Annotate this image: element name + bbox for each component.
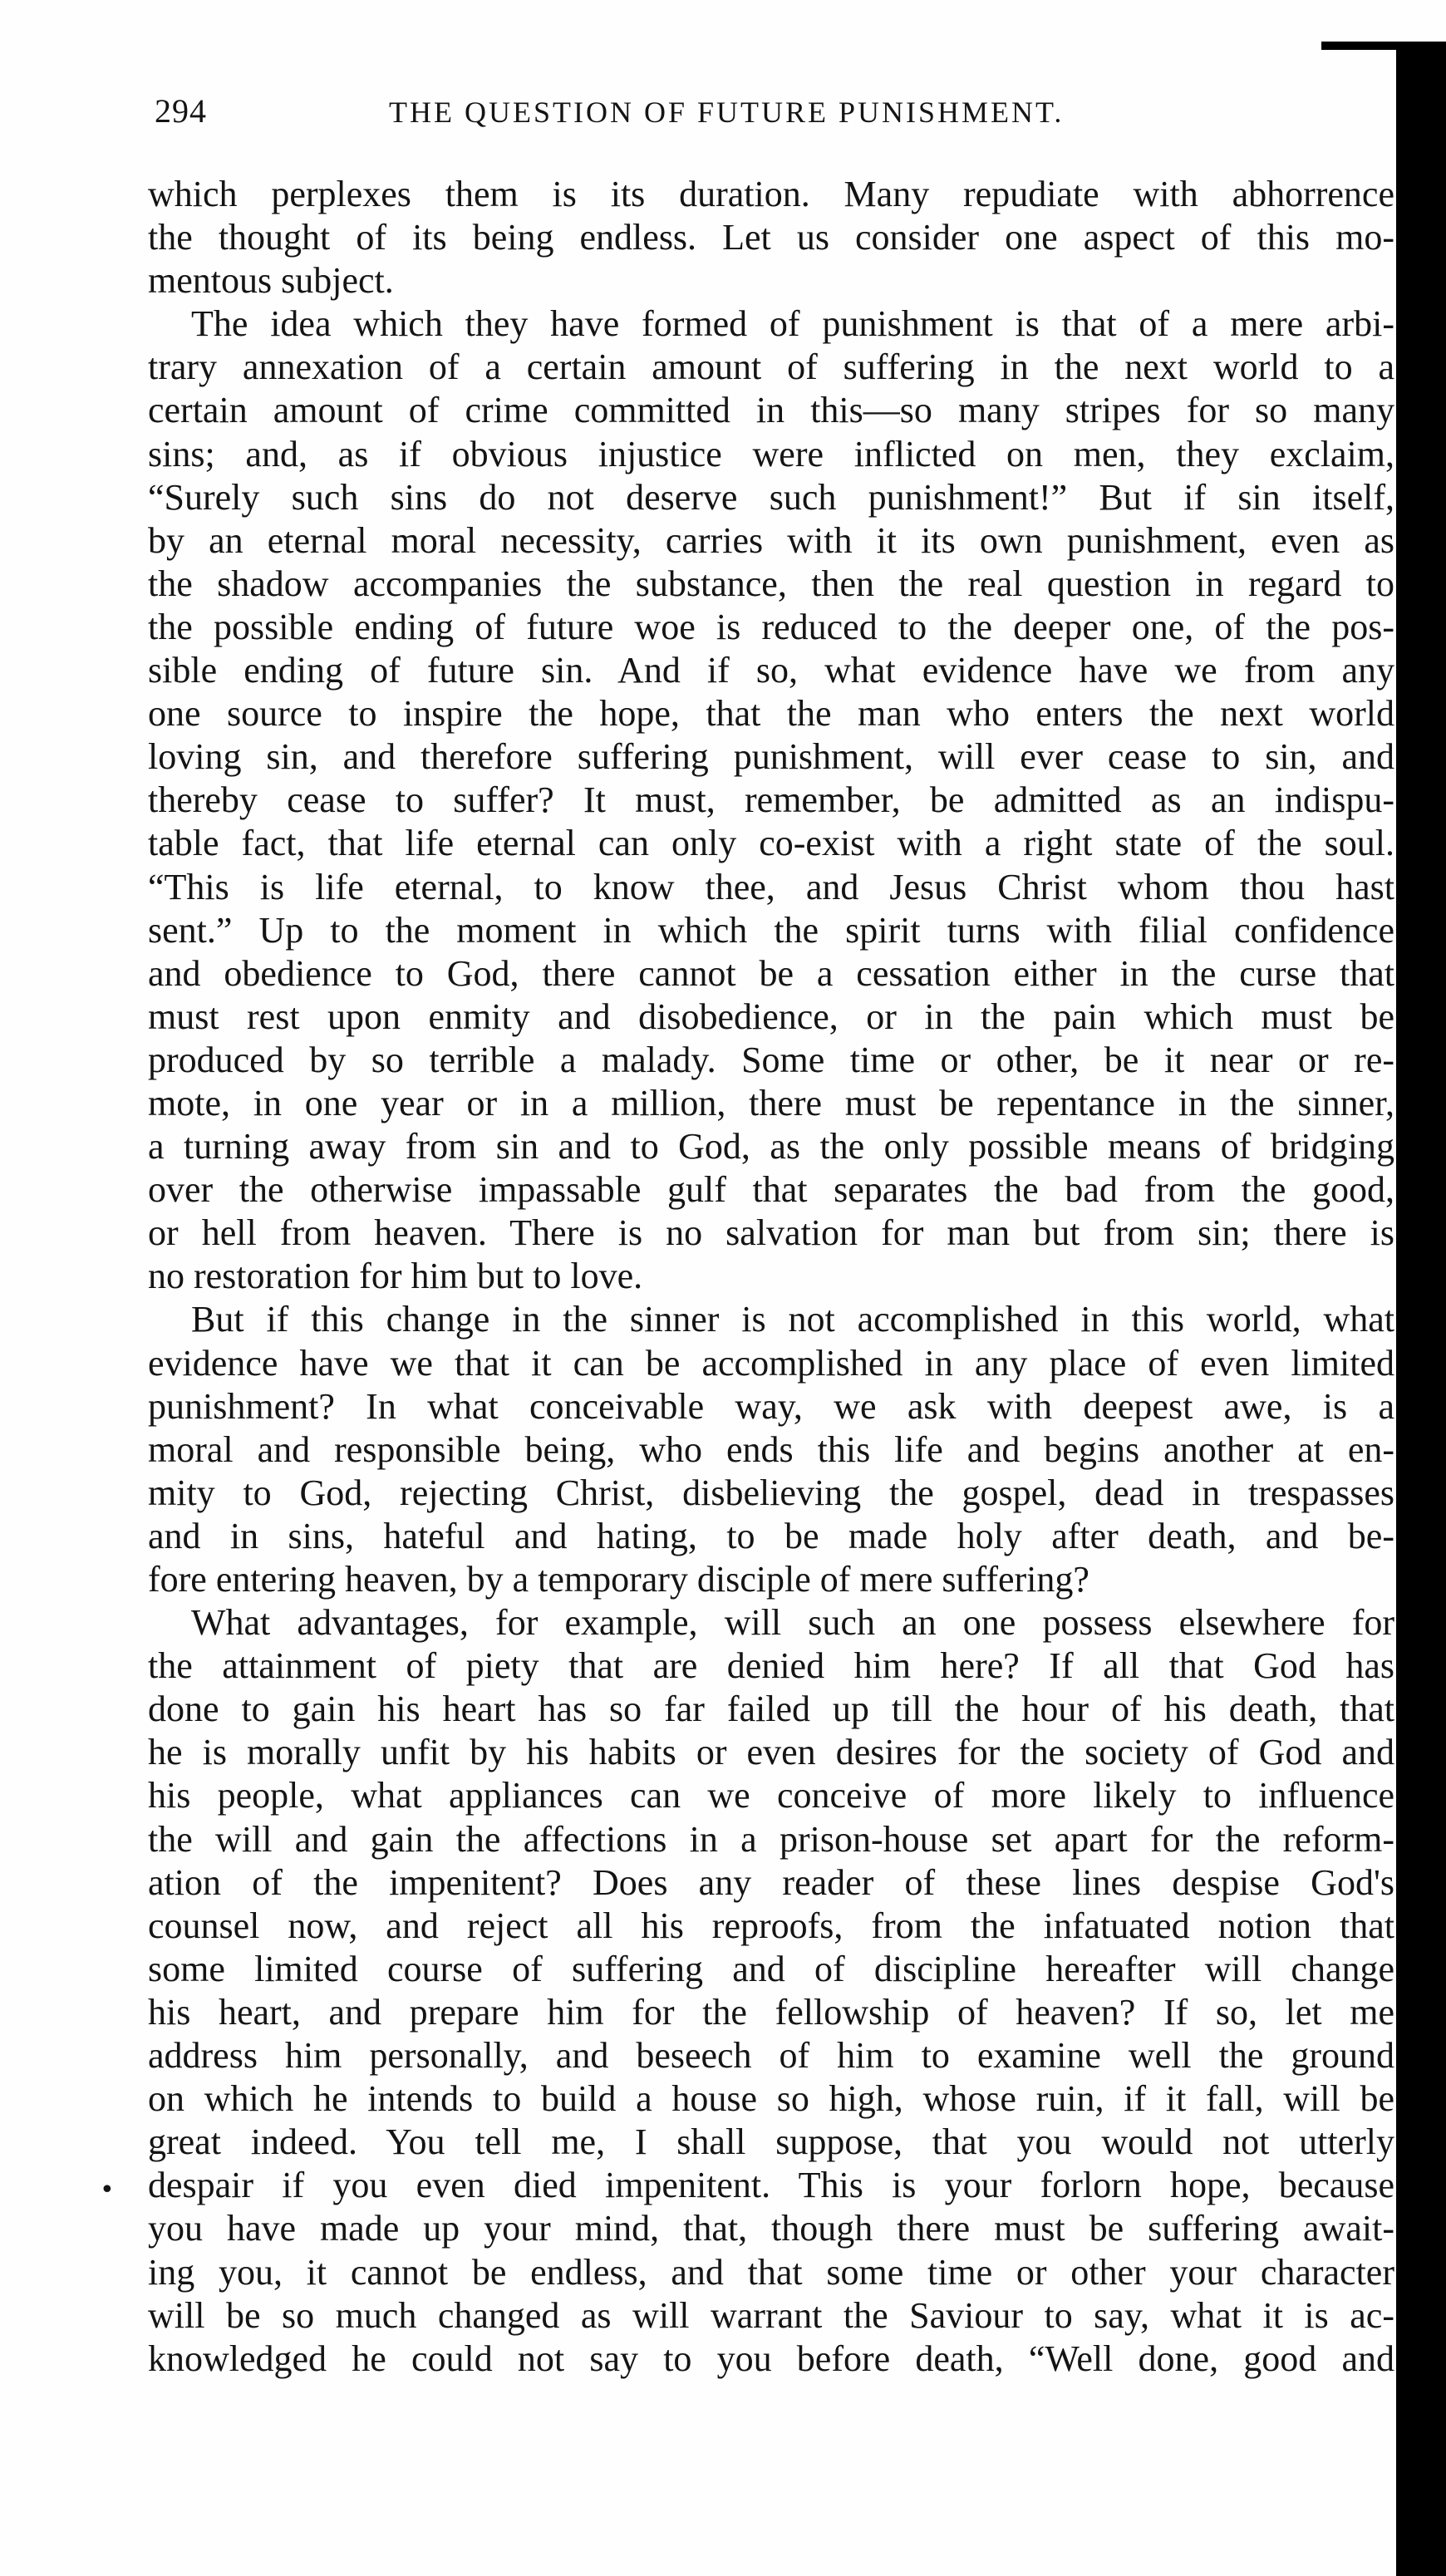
text-line: the possible ending of future woe is reduced to the deeper one, of the pos- (148, 606, 1394, 647)
text-line: the shadow accompanies the substance, then the real question in regard to (148, 563, 1394, 604)
text-line: the thought of its being endless. Let us consider one aspect of this mo- (148, 217, 1394, 258)
body-text (148, 173, 1394, 2381)
text-line: thereby cease to suffer? It must, remember, be admitted as an indispu- (148, 779, 1394, 821)
text-line: which perplexes them is its duration. Many repudiate with abhorrence (148, 174, 1394, 214)
text-line: counsel now, and reject all his reproofs, from the infatuated notion that (148, 1905, 1394, 1946)
text-line: or hell from heaven. There is no salvation for man but from sin; there is (148, 1212, 1394, 1254)
text-line: trary annexation of a certain amount of suffering in the next world to a (148, 347, 1394, 388)
text-line: on which he intends to build a house so high, whose ruin, if it fall, will be (148, 2078, 1394, 2120)
text-line: despair if you even died impenitent. This is your forlorn hope, because (148, 2165, 1394, 2206)
text-line: sent.” Up to the moment in which the spirit turns with filial confidence (148, 909, 1394, 951)
text-line: table fact, that life eternal can only co-exist with a right state of the soul. (148, 823, 1394, 864)
paragraph-first-line: What advantages, for example, will such an one possess elsewhere for (191, 1602, 1394, 1644)
text-line: his people, what appliances can we conceive of more likely to influence (148, 1775, 1394, 1816)
text-line: the will and gain the affections in a prison-house set apart for the reform- (148, 1818, 1394, 1860)
text-line: loving sin, and therefore suffering punishment, will ever cease to sin, and (148, 736, 1394, 778)
text-line: by an eternal moral necessity, carries with it its own punishment, even as (148, 519, 1394, 561)
text-line: sins; and, as if obvious injustice were inflicted on men, they exclaim, (148, 433, 1394, 474)
running-title: THE QUESTION OF FUTURE PUNISHMENT. (389, 96, 1065, 129)
binding-edge (1396, 42, 1446, 2576)
text-line: great indeed. You tell me, I shall suppose, that you would not utterly (148, 2121, 1394, 2163)
text-line: he is morally unfit by his habits or even desires for the society of God and (148, 1732, 1394, 1773)
paragraph-first-line: But if this change in the sinner is not accomplished in this world, what (191, 1299, 1394, 1340)
text-line: a turning away from sin and to God, as the only possible means of bridging (148, 1126, 1394, 1168)
text-line: mote, in one year or in a million, there must be repentance in the sinner, (148, 1082, 1394, 1123)
text-line: his heart, and prepare him for the fellowship of heaven? If so, let me (148, 1991, 1394, 2033)
text-line: you have made up your mind, that, though there must be suffering await- (148, 2208, 1394, 2249)
text-line: sible ending of future sin. And if so, what evidence have we from any (148, 650, 1394, 691)
paragraph-first-line: The idea which they have formed of punishment is that of a mere arbi- (191, 303, 1394, 345)
text-line: ing you, it cannot be endless, and that some time or other your character (148, 2251, 1394, 2293)
page-header (155, 91, 1401, 141)
text-line: knowledged he could not say to you before death, “Well done, good and (148, 2338, 1394, 2379)
text-line: and in sins, hateful and hating, to be made holy after death, and be- (148, 1515, 1394, 1556)
text-line: punishment? In what conceivable way, we ask with deepest awe, is a (148, 1385, 1394, 1427)
text-line: certain amount of crime committed in this—so many stripes for so many (148, 390, 1394, 431)
text-line: “This is life eternal, to know thee, and Jesus Christ whom thou hast (148, 866, 1394, 907)
text-line: fore entering heaven, by a temporary disciple of mere suffering? (148, 1559, 1089, 1600)
text-line: will be so much changed as will warrant the Saviour to say, what it is ac- (148, 2294, 1394, 2336)
margin-mark: • (100, 2175, 115, 2205)
text-line: produced by so terrible a malady. Some time or other, be it near or re- (148, 1039, 1394, 1080)
text-line: ation of the impenitent? Does any reader of these lines despise God's (148, 1861, 1394, 1903)
text-line: “Surely such sins do not deserve such punishment!” But if sin itself, (148, 476, 1394, 518)
text-line: mity to God, rejecting Christ, disbelieving the gospel, dead in trespasses (148, 1472, 1394, 1513)
text-line: some limited course of suffering and of discipline hereafter will change (148, 1948, 1394, 1989)
text-line: the attainment of piety that are denied him here? If all that God has (148, 1645, 1394, 1687)
text-line: one source to inspire the hope, that the man who enters the next world (148, 693, 1394, 735)
text-line: evidence have we that it can be accomplished in any place of even limited (148, 1342, 1394, 1384)
text-line: mentous subject. (148, 260, 394, 302)
text-line: moral and responsible being, who ends this life and begins another at en- (148, 1428, 1394, 1470)
text-line: done to gain his heart has so far failed up till the hour of his death, that (148, 1689, 1394, 1730)
text-line: address him personally, and beseech of him to examine well the ground (148, 2035, 1394, 2077)
text-line: must rest upon enmity and disobedience, or in the pain which must be (148, 995, 1394, 1037)
text-line: no restoration for him but to love. (148, 1256, 643, 1297)
text-line: and obedience to God, there cannot be a cessation either in the curse that (148, 952, 1394, 994)
text-line: over the otherwise impassable gulf that separates the bad from the good, (148, 1169, 1394, 1211)
page-number: 294 (155, 92, 207, 130)
